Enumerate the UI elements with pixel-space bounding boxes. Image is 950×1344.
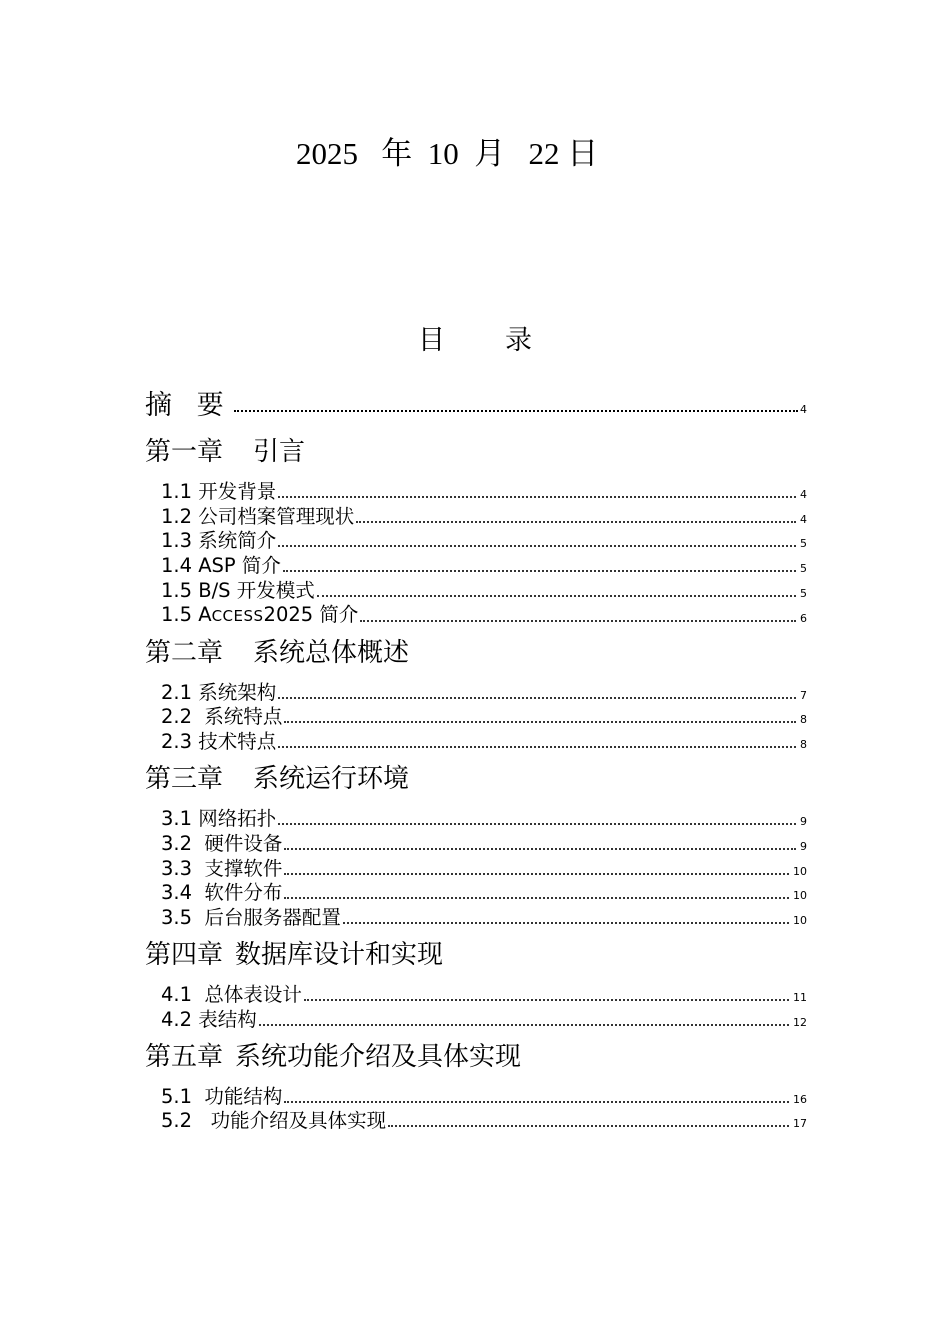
chapter-title: 数据库设计和实现	[235, 940, 444, 971]
toc-entry[interactable]	[145, 1006, 807, 1031]
chapter-number: 第五章	[145, 1041, 224, 1072]
dot-leader	[259, 1024, 789, 1026]
toc-entry[interactable]	[145, 679, 807, 704]
toc-entry[interactable]	[145, 904, 807, 929]
toc-section-list	[145, 1083, 807, 1133]
toc-entry[interactable]	[145, 728, 807, 753]
chapter-title: 系统运行环境	[253, 764, 410, 795]
toc-page-number: 12	[793, 1015, 807, 1029]
table-of-contents	[145, 378, 807, 1140]
toc-entry-label: 1.1 开发背景	[161, 479, 277, 503]
toc-entry-label: 2.3 技术特点	[161, 730, 277, 754]
toc-entry[interactable]	[145, 1108, 807, 1133]
toc-entry-label: 1.3 系统简介	[161, 529, 277, 553]
toc-entry[interactable]	[145, 528, 807, 553]
dot-leader	[317, 595, 796, 597]
chapter-title: 系统总体概述	[253, 637, 410, 668]
dot-leader	[284, 721, 796, 723]
toc-page-number: 17	[793, 1117, 807, 1131]
toc-page-number: 5	[800, 537, 807, 551]
toc-page-number: 5	[800, 586, 807, 600]
toc-entry[interactable]	[145, 1083, 807, 1108]
toc-entry[interactable]	[145, 880, 807, 905]
chapter-number: 第二章	[145, 637, 224, 668]
toc-entry-label: 1.4 ASP 简介	[161, 554, 281, 578]
toc-entry[interactable]	[145, 552, 807, 577]
toc-entry-label: 1.2 公司档案管理现状	[161, 504, 355, 528]
chapter-number: 第三章	[145, 764, 224, 795]
dot-leader	[304, 999, 789, 1001]
document-date: 2025 年 10 月 22 日	[296, 136, 599, 171]
chapter-title: 系统功能介绍及具体实现	[235, 1041, 522, 1072]
toc-chapters	[145, 434, 807, 1132]
chapter-title: 引言	[253, 437, 306, 467]
toc-page-number: 8	[800, 738, 807, 752]
toc-chapter-heading[interactable]	[145, 635, 807, 671]
toc-entry-abstract[interactable]	[145, 378, 807, 422]
toc-page-number: 7	[800, 688, 807, 702]
toc-abstract-label: 摘 要	[145, 390, 232, 421]
toc-section-list	[145, 981, 807, 1031]
toc-entry[interactable]	[145, 704, 807, 729]
dot-leader	[278, 746, 796, 748]
dot-leader	[284, 897, 789, 899]
toc-entry-label: 3.5 后台服务器配置	[161, 906, 341, 930]
toc-entry[interactable]	[145, 855, 807, 880]
dot-leader	[278, 823, 796, 825]
toc-page-number: 10	[793, 889, 807, 903]
toc-entry-label: 5.1 功能结构	[161, 1084, 283, 1108]
toc-entry[interactable]	[145, 981, 807, 1006]
toc-entry-label	[161, 604, 358, 627]
toc-entry-label-part: 1.5 A	[161, 602, 212, 626]
toc-entry-label: 1.5 B/S 开发模式	[161, 578, 315, 602]
chapter-number: 第四章	[145, 940, 224, 971]
toc-title-char-1: 目	[418, 325, 445, 356]
toc-page-number: 5	[800, 562, 807, 576]
toc-chapter-heading[interactable]	[145, 1039, 807, 1075]
toc-page-number: 10	[793, 864, 807, 878]
dot-leader	[278, 496, 796, 498]
dot-leader	[388, 1125, 789, 1127]
dot-leader	[284, 848, 796, 850]
toc-entry-label-part: 2025 简介	[263, 602, 359, 626]
toc-entry-label: 4.1 总体表设计	[161, 982, 302, 1006]
toc-entry[interactable]	[145, 503, 807, 528]
toc-page-number: 4	[800, 512, 807, 526]
dot-leader	[278, 545, 796, 547]
toc-entry-label: 3.3 支撑软件	[161, 856, 283, 880]
toc-entry-label: 3.1 网络拓扑	[161, 806, 277, 830]
toc-page-number: 16	[793, 1092, 807, 1106]
toc-section-list	[145, 679, 807, 753]
toc-entry[interactable]	[145, 478, 807, 503]
toc-page-number: 9	[800, 839, 807, 853]
chapter-number: 第一章	[145, 437, 224, 467]
dot-leader	[284, 1101, 789, 1103]
toc-entry-label: 3.2 硬件设备	[161, 831, 283, 855]
toc-title	[0, 318, 950, 357]
toc-chapter-heading[interactable]	[145, 761, 807, 797]
toc-entry-label: 4.2 表结构	[161, 1007, 257, 1031]
toc-section-list	[145, 805, 807, 929]
toc-entry-label-smallcaps: CCESS	[211, 606, 264, 625]
toc-section-list	[145, 478, 807, 627]
dot-leader	[278, 697, 796, 699]
toc-entry[interactable]	[145, 805, 807, 830]
toc-page-number: 4	[800, 487, 807, 501]
toc-entry[interactable]	[145, 830, 807, 855]
toc-chapter-heading[interactable]	[145, 937, 807, 973]
dot-leader	[360, 620, 796, 622]
toc-page-number: 8	[800, 713, 807, 727]
toc-entry-label: 2.2 系统特点	[161, 705, 283, 729]
toc-title-char-2: 录	[505, 325, 532, 356]
dot-leader	[284, 873, 789, 875]
toc-page-number: 9	[800, 814, 807, 828]
toc-entry-label: 5.2 功能介绍及具体实现	[161, 1109, 387, 1133]
dot-leader	[356, 521, 796, 523]
toc-entry[interactable]	[145, 602, 807, 627]
toc-entry-label: 2.1 系统架构	[161, 680, 277, 704]
dot-leader	[234, 410, 798, 412]
toc-page-number: 10	[793, 914, 807, 928]
toc-entry[interactable]	[145, 577, 807, 602]
toc-entry-label: 3.4 软件分布	[161, 881, 283, 905]
dot-leader	[343, 922, 789, 924]
toc-chapter-heading[interactable]	[145, 434, 807, 470]
toc-page-number: 4	[800, 403, 807, 416]
toc-page-number: 6	[800, 611, 807, 625]
toc-page-number: 11	[793, 990, 807, 1004]
dot-leader	[283, 570, 796, 572]
